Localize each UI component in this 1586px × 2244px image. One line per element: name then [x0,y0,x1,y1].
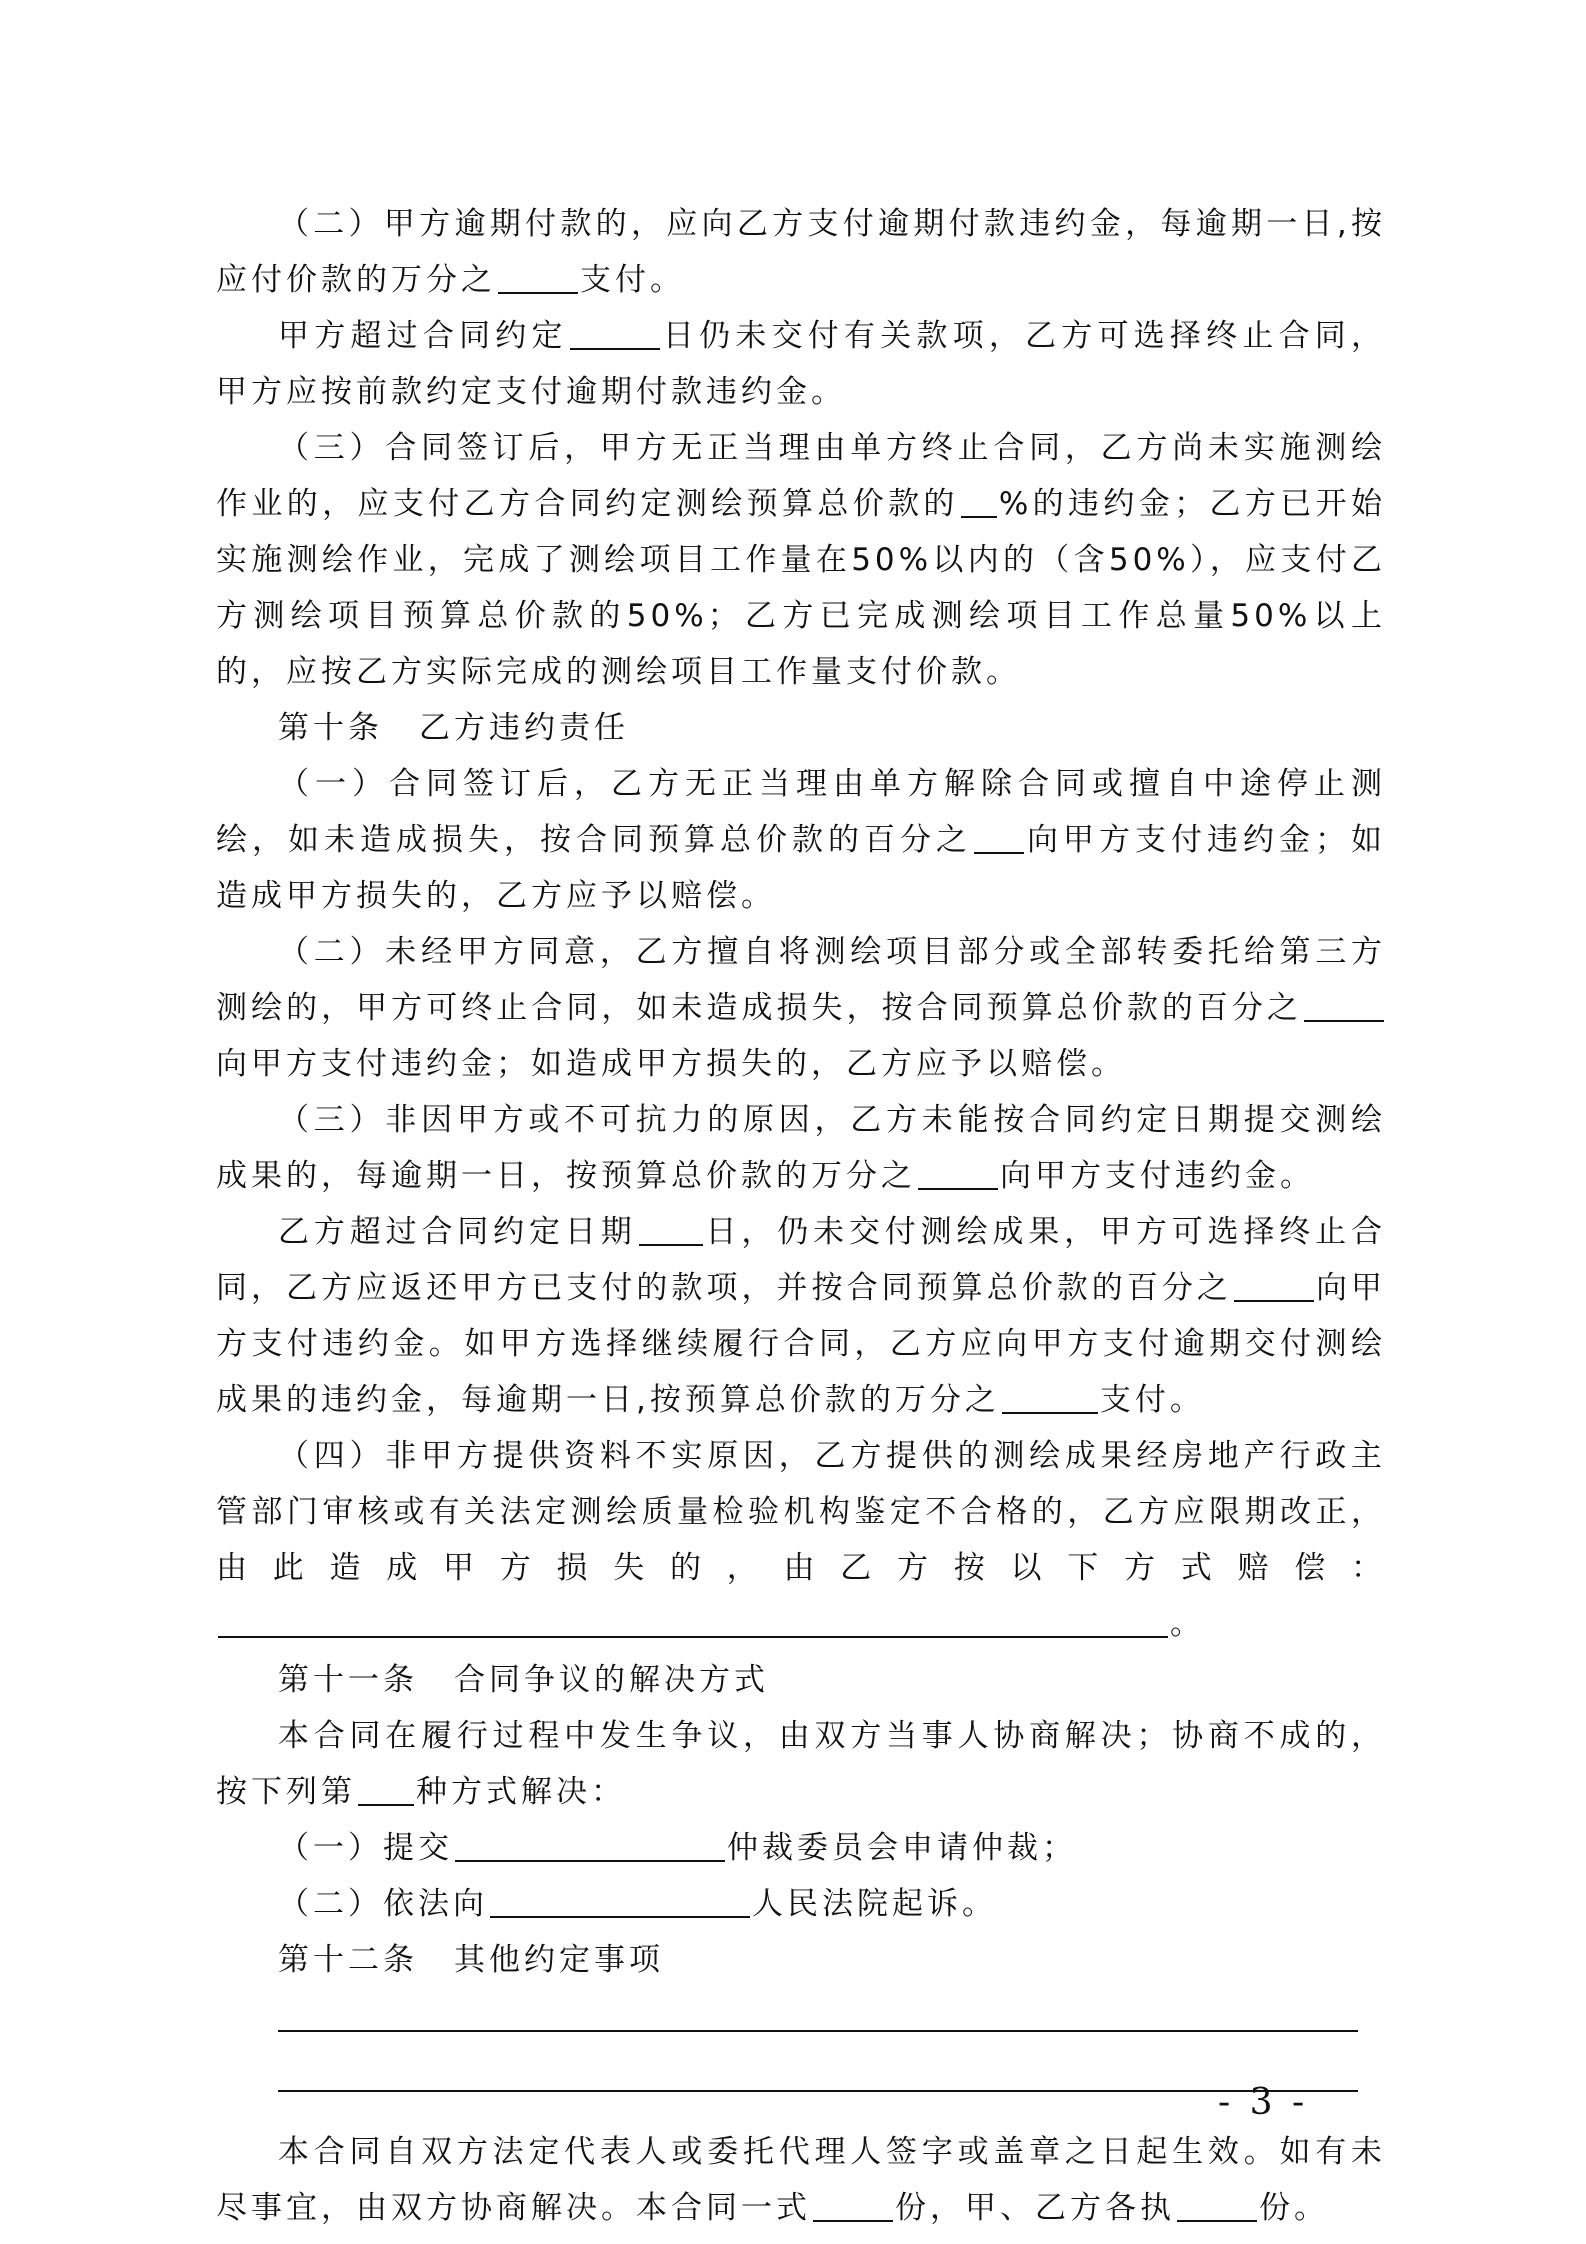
blank-field [455,1830,725,1862]
article9-item2: （二）甲方逾期付款的，应向乙方支付逾期付款违约金，每逾期一日,按应付价款的万分之 支付。 [216,206,1386,298]
article11-intro: 本合同在履行过程中发生争议，由双方当事人协商解决；协商不成的，按下列第 种方式解决： [216,1718,1386,1810]
blank-field [498,262,578,294]
document-body [216,196,1386,2236]
blank-field [1304,990,1384,1022]
article9-item2-overdue: 甲方超过合同约定 日仍未交付有关款项，乙方可选择终止合同，甲方应按前款约定支付逾期付款违约金。 [216,318,1387,410]
blank-field [639,1214,703,1246]
blank-field [218,1606,1168,1638]
other-terms-line-2 [278,2090,1358,2092]
blank-field [918,1158,998,1190]
article10-item1: （一）合同签订后，乙方无正当理由单方解除合同或擅自中途停止测绘，如未造成损失，按合同预算总价款的百分之 向甲方支付违约金；如造成甲方损失的，乙方应予以赔偿。 [216,766,1386,914]
blank-field [1177,2190,1257,2222]
article12-heading: 第十二条 其他约定事项 [278,1942,664,1978]
blank-field [490,1886,750,1918]
article10-heading: 第十条 乙方违约责任 [278,710,629,746]
article9-item3: （三）合同签订后，甲方无正当理由单方终止合同，乙方尚未实施测绘作业的，应支付乙方合同约定测绘预算总价款的 %的违约金；乙方已开始实施测绘作业，完成了测绘项目工作量在50%以内的（含50%），应支付乙方测绘项目预算总价款的50%；乙方已完成测绘项目工作总量50%以上的，应按乙方实际完成的测绘项目工作量支付价款。 [216,430,1386,690]
article11-option1: （一）提交 仲裁委员会申请仲裁； [278,1830,1077,1866]
blank-field [961,486,997,518]
blank-field [570,318,660,350]
blank-field [974,822,1024,854]
other-terms-line-1 [278,2030,1358,2032]
blank-field [813,2190,893,2222]
blank-field [1234,1270,1314,1302]
page-number: - 3 - [1218,2082,1309,2123]
article11-option2: （二）依法向 人民法院起诉。 [278,1886,997,1922]
blank-field [1002,1382,1098,1414]
article11-heading: 第十一条 合同争议的解决方式 [278,1662,769,1698]
article10-item3-overdue: 乙方超过合同约定日期 日，仍未交付测绘成果，甲方可选择终止合同，乙方应返还甲方已支付的款项，并按合同预算总价款的百分之 向甲方支付违约金。如甲方选择继续履行合同，乙方应向甲方支付逾期交付测绘成果的违约金，每逾期一日,按预算总价款的万分之 支付。 [216,1214,1387,1418]
article10-item2: （二）未经甲方同意，乙方擅自将测绘项目部分或全部转委托给第三方测绘的，甲方可终止合同，如未造成损失，按合同预算总价款的百分之向甲方支付违约金；如造成甲方损失的，乙方应予以赔偿。 [216,934,1386,1082]
article10-item3: （三）非因甲方或不可抗力的原因，乙方未能按合同约定日期提交测绘成果的，每逾期一日，按预算总价款的万分之 向甲方支付违约金。 [216,1102,1386,1194]
blank-field [358,1774,414,1806]
closing-clause: 本合同自双方法定代表人或委托代理人签字或盖章之日起生效。如有未尽事宜，由双方协商解决。本合同一式 份，甲、乙方各执 份。 [216,2134,1386,2226]
article10-item4: （四）非甲方提供资料不实原因，乙方提供的测绘成果经房地产行政主管部门审核或有关法定测绘质量检验机构鉴定不合格的，乙方应限期改正，由此造成甲方损失的，由乙方按以下方式赔偿：。 [216,1438,1386,1642]
